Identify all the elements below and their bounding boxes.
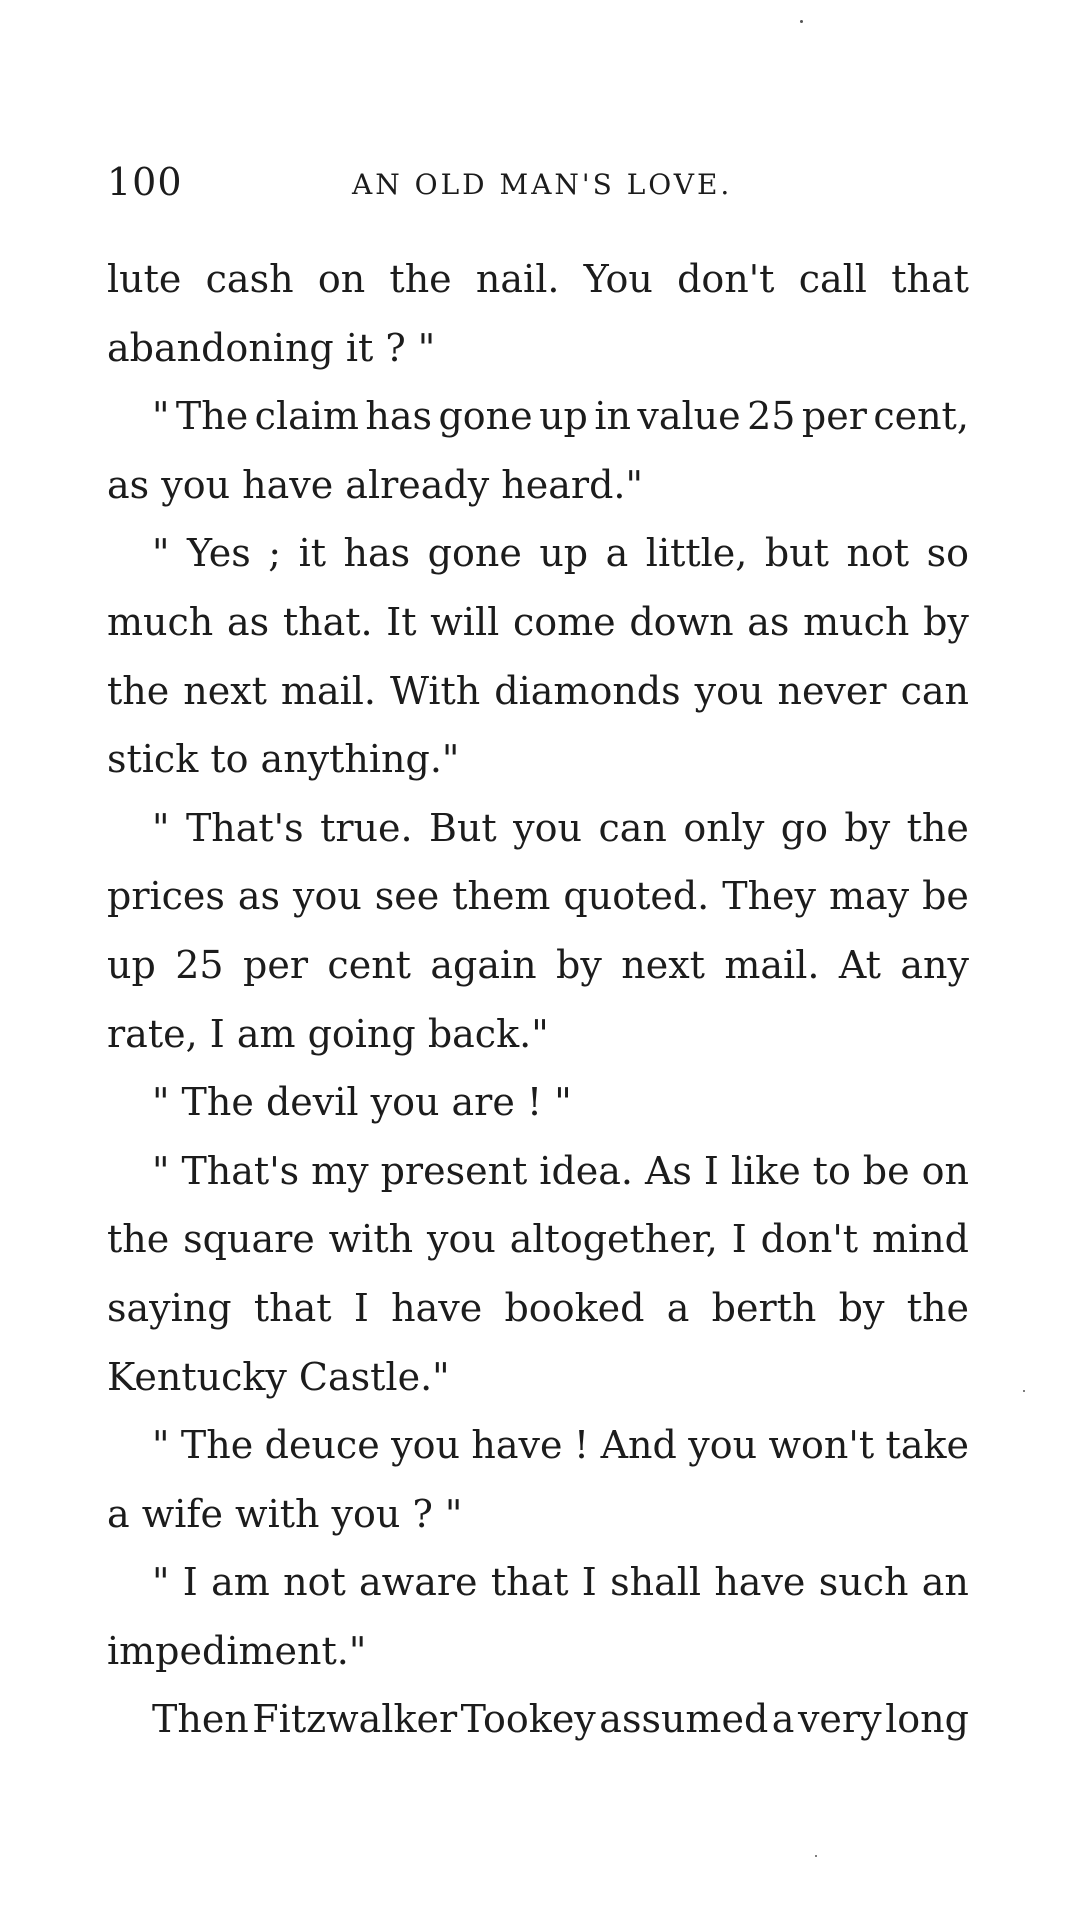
word: you <box>292 874 362 919</box>
word: altogether, <box>509 1217 718 1262</box>
word: on <box>921 1148 969 1193</box>
word: not <box>846 531 910 576</box>
paper-speck <box>1023 1390 1025 1392</box>
word: the <box>107 1217 170 1262</box>
line-text: as you have already heard." <box>107 462 643 507</box>
text-line <box>107 519 969 588</box>
word: nail. <box>475 257 560 301</box>
word: mind <box>871 1217 969 1262</box>
line-text: abandoning it ? " <box>107 325 436 370</box>
text-line <box>107 794 969 863</box>
word: down <box>629 599 734 644</box>
word: by <box>838 1285 885 1330</box>
text-line <box>107 1617 969 1686</box>
word: diamonds <box>494 668 681 713</box>
word: don't <box>760 1217 859 1262</box>
word: aware <box>359 1560 478 1605</box>
word: That's <box>185 805 304 850</box>
word: prices <box>107 874 225 919</box>
word: the <box>389 257 452 301</box>
text-line <box>107 1274 969 1343</box>
word: by <box>923 599 969 644</box>
word: see <box>374 874 440 919</box>
word: And <box>600 1423 677 1468</box>
word: as <box>747 599 790 644</box>
text-line <box>107 1000 969 1069</box>
line-text: impediment." <box>107 1628 367 1673</box>
word: an <box>921 1560 969 1605</box>
word: That's <box>181 1148 300 1193</box>
word: such <box>818 1560 909 1605</box>
word: by <box>844 805 891 850</box>
word: has <box>365 394 433 439</box>
word: long <box>885 1697 969 1742</box>
word: quoted. <box>563 874 710 919</box>
text-line <box>107 588 969 657</box>
word: gone <box>438 394 533 439</box>
word: won't <box>768 1423 875 1468</box>
word: much <box>107 599 214 644</box>
word: as <box>226 599 270 644</box>
word: assumed <box>599 1697 769 1742</box>
word: as <box>237 874 281 919</box>
line-text: stick to anything." <box>107 737 460 782</box>
text-line <box>107 1548 969 1617</box>
word: I <box>353 1285 369 1330</box>
word: can <box>900 668 969 713</box>
word: I <box>182 1560 198 1605</box>
word: have <box>714 1560 806 1605</box>
word: mail. <box>280 668 376 713</box>
word: call <box>798 257 867 301</box>
text-line <box>107 931 969 1000</box>
word: The <box>180 1423 254 1468</box>
word: that <box>490 1560 569 1605</box>
word: 25 <box>747 394 796 439</box>
word: have <box>471 1423 563 1468</box>
text-line <box>107 1068 969 1137</box>
word: saying <box>107 1285 232 1330</box>
word: you <box>391 1423 460 1468</box>
word: with <box>328 1217 414 1262</box>
line-text: " The devil you are ! " <box>152 1080 572 1125</box>
page-number: 100 <box>107 160 183 204</box>
word: a <box>666 1285 690 1330</box>
paper-speck <box>800 20 803 23</box>
word: has <box>343 531 411 576</box>
word: Then <box>152 1697 249 1742</box>
word: that. <box>282 599 373 644</box>
word: deuce <box>264 1423 380 1468</box>
word: never <box>777 668 887 713</box>
text-line <box>107 1205 969 1274</box>
word: mail. <box>724 942 820 987</box>
word: claim <box>254 394 359 439</box>
word: go <box>780 805 828 850</box>
word: " <box>152 1560 170 1605</box>
word: a <box>771 1697 795 1742</box>
line-text: Kentucky Castle." <box>107 1354 450 1399</box>
word: It <box>386 599 417 644</box>
word: square <box>183 1217 315 1262</box>
word: next <box>183 668 267 713</box>
word: it <box>298 531 327 576</box>
word: that <box>253 1285 332 1330</box>
word: present <box>380 1148 528 1193</box>
word: be <box>862 1148 910 1193</box>
word: on <box>317 257 366 301</box>
word: At <box>838 942 881 987</box>
word: the <box>107 668 170 713</box>
word: The <box>175 394 249 439</box>
word: may <box>828 874 910 919</box>
text-line <box>107 314 969 383</box>
word: Tookey <box>460 1697 596 1742</box>
text-line <box>107 1411 969 1480</box>
word: very <box>797 1697 882 1742</box>
word: But <box>429 805 497 850</box>
body-text <box>107 245 969 1754</box>
word: cash <box>205 257 294 301</box>
word: a <box>605 531 629 576</box>
text-line <box>107 657 969 726</box>
word: to <box>812 1148 851 1193</box>
word: booked <box>504 1285 645 1330</box>
text-line <box>107 245 969 314</box>
word: value <box>637 394 741 439</box>
word: the <box>906 1285 969 1330</box>
word: ! <box>573 1423 590 1468</box>
word: next <box>621 942 705 987</box>
word: by <box>556 942 602 987</box>
word: much <box>803 599 910 644</box>
word: be <box>922 874 969 919</box>
word: per <box>801 394 867 439</box>
word: that <box>891 257 969 301</box>
word: " <box>152 805 170 850</box>
word: in <box>594 394 631 439</box>
word: don't <box>677 257 775 301</box>
word: up <box>107 942 156 987</box>
word: you <box>513 805 582 850</box>
word: you <box>694 668 764 713</box>
word: not <box>283 1560 346 1605</box>
word: Yes <box>186 531 251 576</box>
running-head: AN OLD MAN'S LOVE. <box>352 168 733 201</box>
word: cent, <box>873 394 969 439</box>
line-text: rate, I am going back." <box>107 1011 549 1056</box>
word: them <box>452 874 551 919</box>
word: cent <box>327 942 411 987</box>
word: you <box>427 1217 496 1262</box>
word: so <box>926 531 969 576</box>
word: I <box>731 1217 747 1262</box>
word: little, <box>645 531 748 576</box>
word: can <box>598 805 667 850</box>
word: Fitzwalker <box>252 1697 458 1742</box>
word: shall <box>610 1560 702 1605</box>
word: any <box>900 942 969 987</box>
paper-speck <box>815 1855 817 1857</box>
word: " <box>152 531 170 576</box>
word: berth <box>711 1285 817 1330</box>
word: only <box>683 805 765 850</box>
line-text: a wife with you ? " <box>107 1491 463 1536</box>
word: per <box>243 942 308 987</box>
text-line <box>107 725 969 794</box>
word: You <box>583 257 653 301</box>
text-line <box>107 1480 969 1549</box>
word: take <box>885 1423 969 1468</box>
text-line <box>107 1137 969 1206</box>
word: like <box>730 1148 801 1193</box>
word: " <box>152 1148 170 1193</box>
word: true. <box>320 805 413 850</box>
word: idea. <box>539 1148 633 1193</box>
text-line <box>107 1343 969 1412</box>
word: again <box>430 942 537 987</box>
word: gone <box>427 531 522 576</box>
word: With <box>389 668 481 713</box>
word: I <box>703 1148 719 1193</box>
text-line <box>107 451 969 520</box>
text-line <box>107 382 969 451</box>
word: the <box>906 805 969 850</box>
word: but <box>764 531 829 576</box>
word: up <box>539 531 589 576</box>
word: lute <box>107 257 182 301</box>
word: They <box>722 874 816 919</box>
word: 25 <box>175 942 224 987</box>
text-line <box>107 862 969 931</box>
word: ; <box>268 531 282 576</box>
word: am <box>211 1560 270 1605</box>
text-line <box>107 1685 969 1754</box>
word: up <box>539 394 588 439</box>
word: come <box>512 599 616 644</box>
word: " <box>152 394 170 439</box>
word: I <box>581 1560 597 1605</box>
word: have <box>391 1285 483 1330</box>
page-header <box>107 150 967 210</box>
word: " <box>152 1423 170 1468</box>
word: my <box>311 1148 369 1193</box>
word: As <box>644 1148 692 1193</box>
word: you <box>688 1423 758 1468</box>
word: will <box>430 599 500 644</box>
